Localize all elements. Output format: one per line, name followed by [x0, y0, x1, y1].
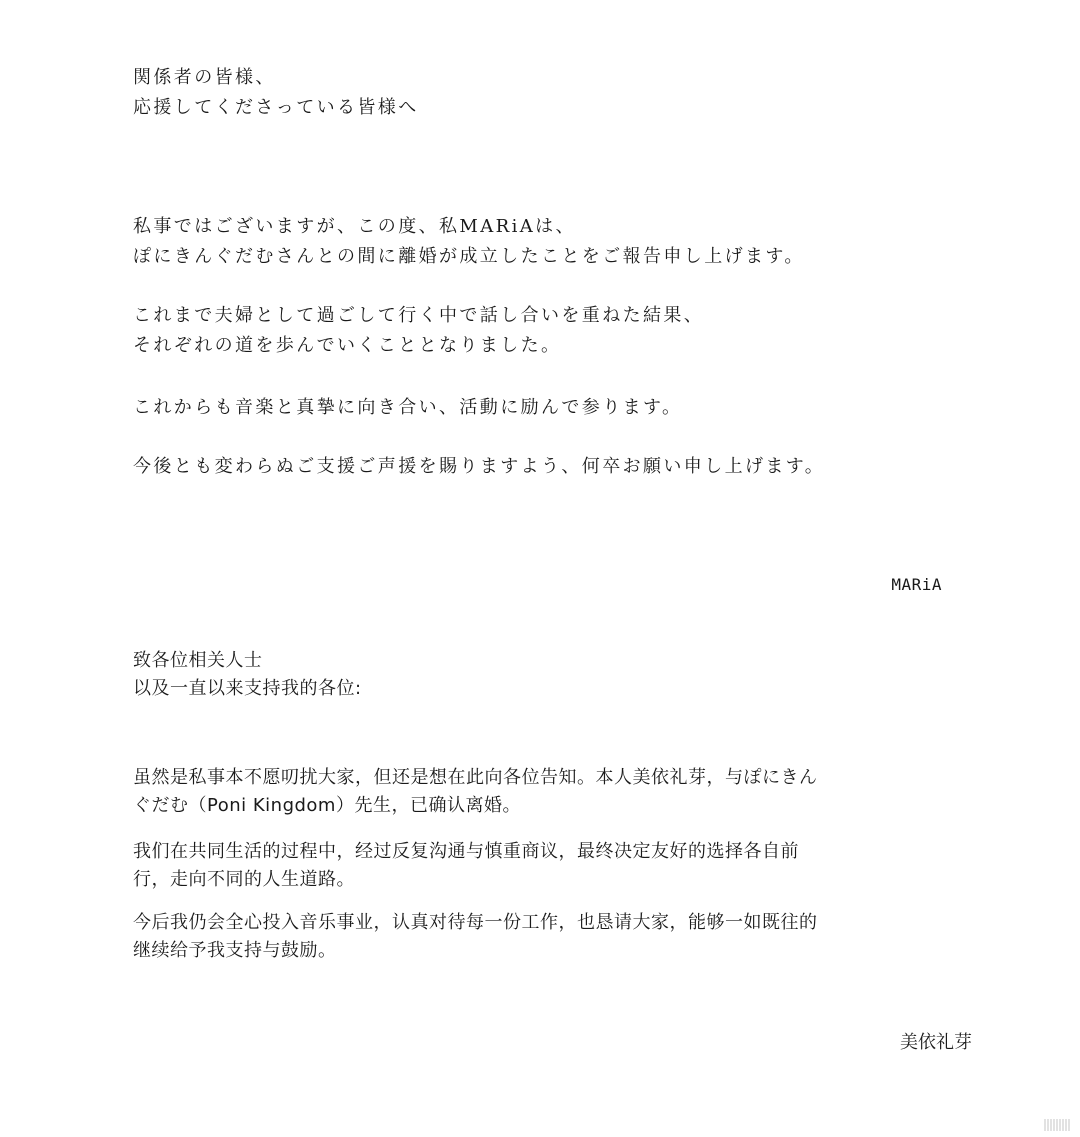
jp-paragraph: [133, 393, 682, 423]
jp-paragraph: [133, 452, 825, 482]
zh-paragraph-line: 我们在共同生活的过程中，经过反复沟通与慎重商议，最终决定友好的选择各自前: [133, 841, 799, 862]
zh-paragraph-line: ぐだむ（Poni Kingdom）先生，已确认离婚。: [133, 795, 521, 816]
zh-paragraph: [133, 909, 818, 965]
zh-paragraph-line: 继续给予我支持与鼓励。: [133, 940, 337, 961]
zh-paragraph: [133, 764, 818, 820]
jp-paragraph-line: これまで夫婦として過ごして行く中で話し合いを重ねた結果、: [133, 305, 705, 326]
zh-salutation-line: 致各位相关人士: [133, 650, 263, 671]
jp-signature: MARiA: [891, 575, 942, 594]
watermark-icon: [1044, 1119, 1070, 1131]
jp-paragraph: [133, 212, 805, 272]
jp-paragraph-line: ぽにきんぐだむさんとの間に離婚が成立したことをご報告申し上げます。: [133, 246, 805, 267]
jp-paragraph-line: 私事ではございますが、この度、私MARiAは、: [133, 216, 576, 237]
jp-salutation: [133, 63, 419, 123]
zh-salutation-line: 以及一直以来支持我的各位:: [133, 678, 362, 699]
jp-salutation-line: 関係者の皆様、: [133, 67, 276, 88]
zh-paragraph-line: 行，走向不同的人生道路。: [133, 869, 355, 890]
zh-paragraph-line: 今后我仍会全心投入音乐事业，认真对待每一份工作，也恳请大家，能够一如既往的: [133, 912, 818, 933]
jp-salutation-line: 応援してくださっている皆様へ: [133, 97, 419, 118]
zh-paragraph-line: 虽然是私事本不愿叨扰大家，但还是想在此向各位告知。本人美依礼芽，与ぽにきん: [133, 767, 818, 788]
jp-paragraph-line: それぞれの道を歩んでいくこととなりました。: [133, 335, 562, 356]
jp-paragraph-line: 今後とも変わらぬご支援ご声援を賜りますよう、何卒お願い申し上げます。: [133, 456, 826, 477]
jp-paragraph-line: これからも音楽と真摯に向き合い、活動に励んで参ります。: [133, 397, 683, 418]
zh-paragraph: [133, 838, 799, 894]
jp-paragraph: [133, 301, 704, 361]
zh-signature: 美依礼芽: [900, 1032, 972, 1053]
zh-salutation: [133, 647, 362, 703]
